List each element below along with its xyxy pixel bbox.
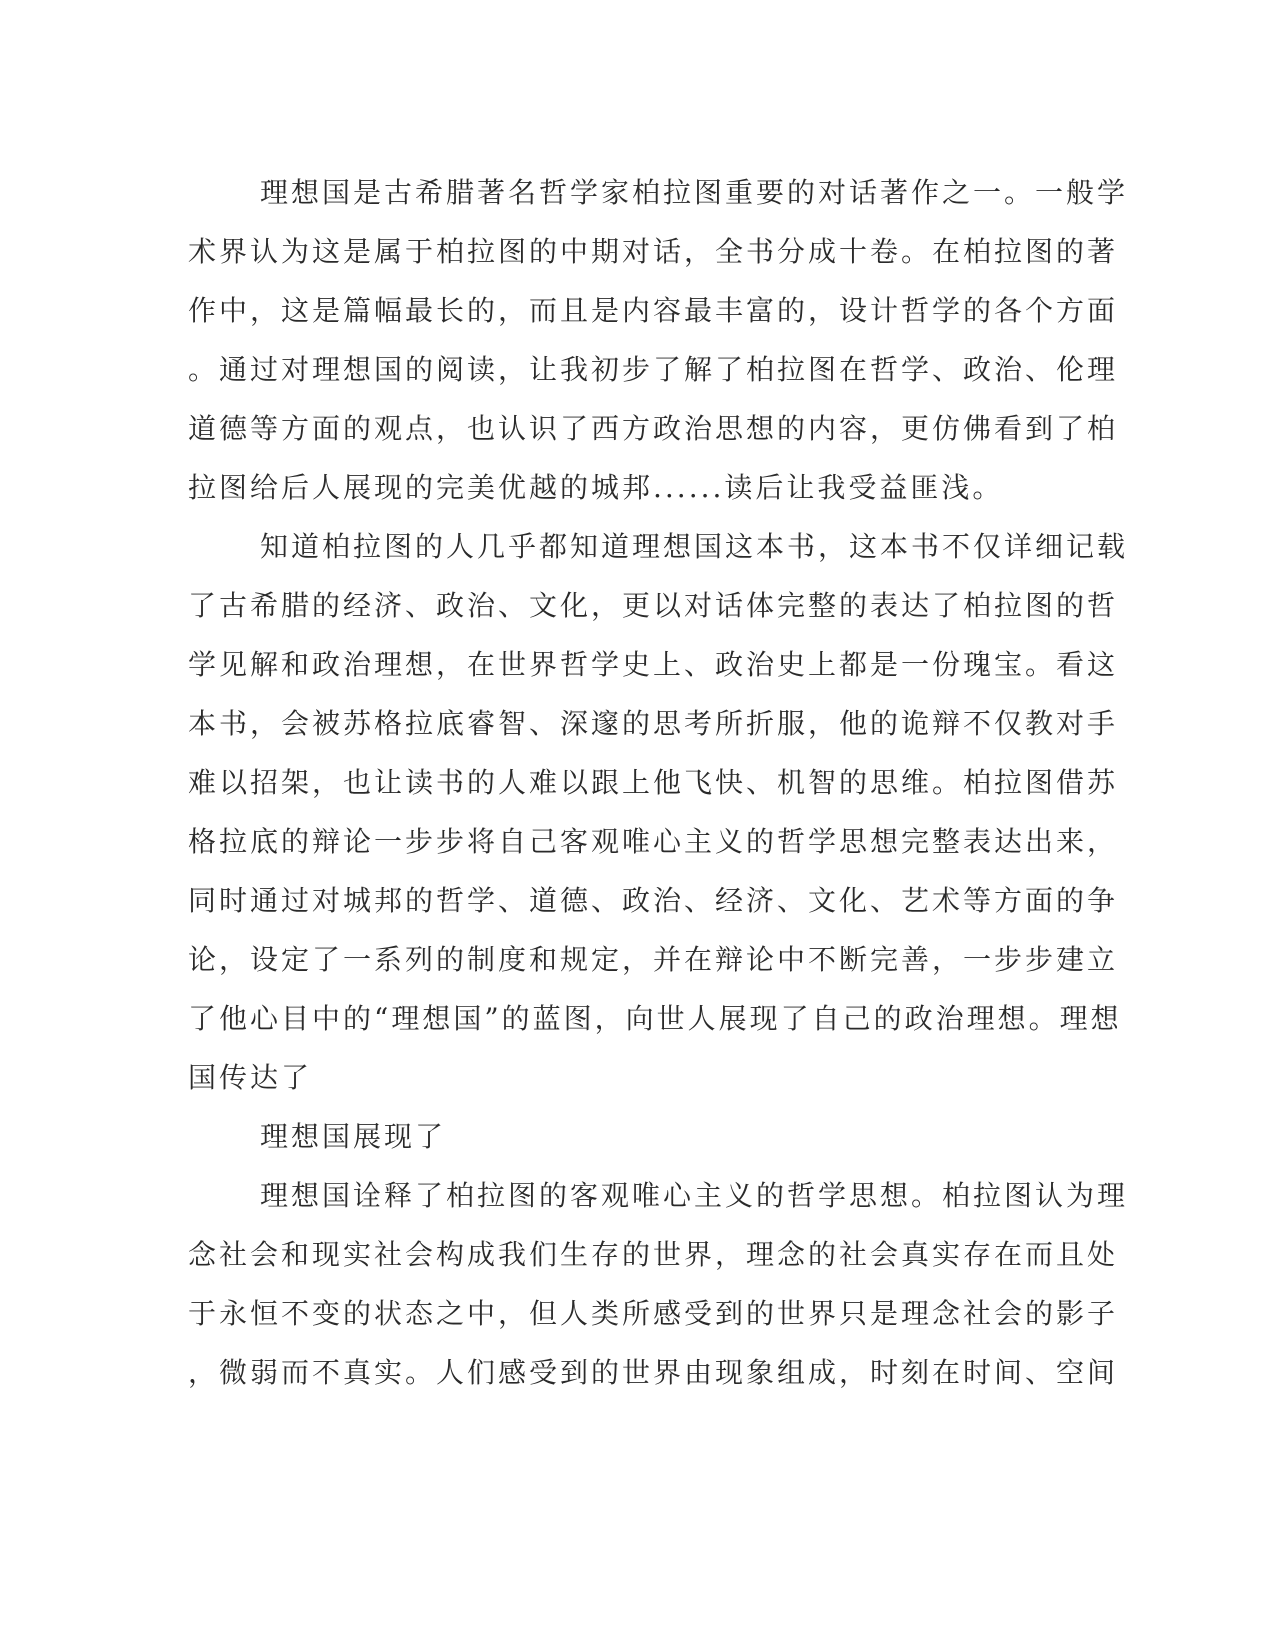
text-line: 作中，这是篇幅最长的，而且是内容最丰富的，设计哲学的各个方面 xyxy=(188,294,1119,327)
text-line: 国传达了 xyxy=(188,1061,313,1094)
paragraph-3 xyxy=(188,1107,1068,1166)
text-line: 了古希腊的经济、政治、文化，更以对话体完整的表达了柏拉图的哲 xyxy=(188,589,1119,622)
text-line: 了他心目中的“理想国”的蓝图，向世人展现了自己的政治理想。理想 xyxy=(188,1002,1122,1035)
document-body xyxy=(188,163,1129,1402)
text-line: 学见解和政治理想，在世界哲学史上、政治史上都是一份瑰宝。看这 xyxy=(188,648,1119,681)
text-line: 本书，会被苏格拉底睿智、深邃的思考所折服，他的诡辩不仅教对手 xyxy=(188,707,1119,740)
paragraph-4 xyxy=(188,1166,1129,1402)
text-line: 拉图给后人展现的完美优越的城邦......读后让我受益匪浅。 xyxy=(188,471,1004,504)
text-line: 术界认为这是属于柏拉图的中期对话，全书分成十卷。在柏拉图的著 xyxy=(188,235,1119,268)
text-line: 理想国诠释了柏拉图的客观唯心主义的哲学思想。柏拉图认为理 xyxy=(260,1179,1129,1212)
text-line: 道德等方面的观点，也认识了西方政治思想的内容，更仿佛看到了柏 xyxy=(188,412,1119,445)
text-line: 理想国展现了 xyxy=(260,1120,447,1153)
text-line: 念社会和现实社会构成我们生存的世界，理念的社会真实存在而且处 xyxy=(188,1238,1119,1271)
paragraph-1 xyxy=(188,163,1129,517)
text-line: ，微弱而不真实。人们感受到的世界由现象组成，时刻在时间、空间 xyxy=(188,1356,1119,1389)
text-line: 论，设定了一系列的制度和规定，并在辩论中不断完善，一步步建立 xyxy=(188,943,1119,976)
text-line: 理想国是古希腊著名哲学家柏拉图重要的对话著作之一。一般学 xyxy=(260,176,1129,209)
text-line: 格拉底的辩论一步步将自己客观唯心主义的哲学思想完整表达出来， xyxy=(188,825,1119,858)
text-line: 。通过对理想国的阅读，让我初步了解了柏拉图在哲学、政治、伦理 xyxy=(188,353,1119,386)
text-line: 同时通过对城邦的哲学、道德、政治、经济、文化、艺术等方面的争 xyxy=(188,884,1119,917)
text-line: 知道柏拉图的人几乎都知道理想国这本书，这本书不仅详细记载 xyxy=(260,530,1129,563)
text-line: 难以招架，也让读书的人难以跟上他飞快、机智的思维。柏拉图借苏 xyxy=(188,766,1119,799)
paragraph-2 xyxy=(188,517,1129,1107)
text-line: 于永恒不变的状态之中，但人类所感受到的世界只是理念社会的影子 xyxy=(188,1297,1119,1330)
